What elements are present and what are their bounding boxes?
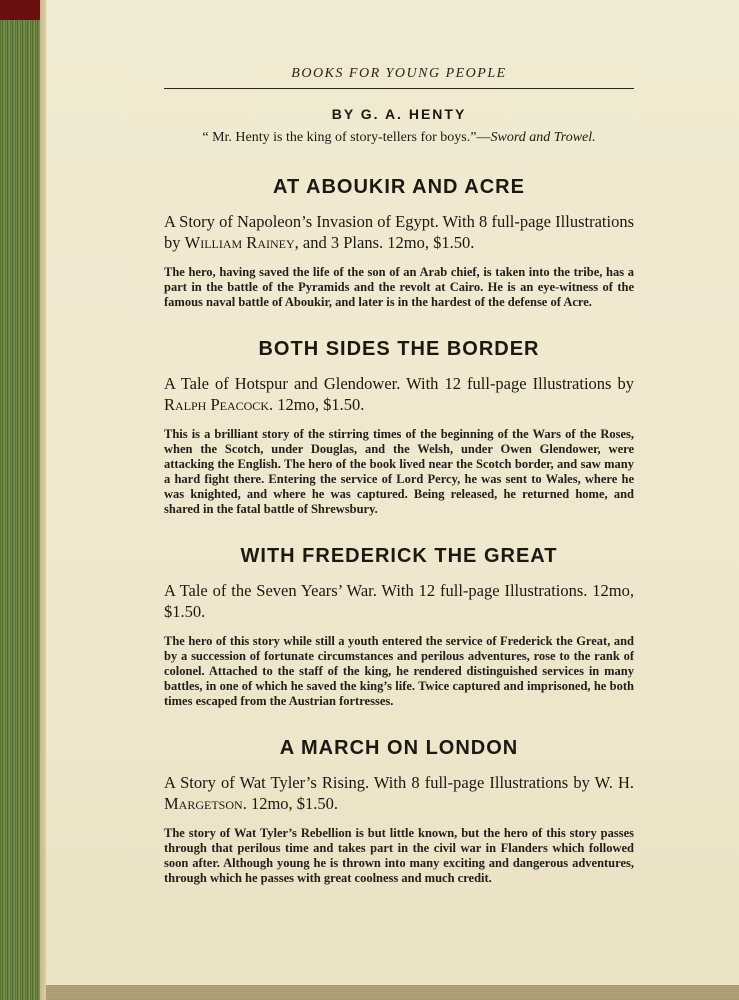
- book-description: The story of Wat Tyler’s Rebellion is but little known, but the hero of this story passes through that perilous time and takes part in the civil war in Flanders which followed soon after. Although young he is thrown into many exciting and dangerous adventures, through which he passes with great coolness and much credit.: [164, 826, 634, 885]
- illustrator-name: Margetson: [164, 794, 243, 813]
- running-head: BOOKS FOR YOUNG PEOPLE: [291, 66, 507, 81]
- subtitle-price: , and 3 Plans. 12mo, $1.50.: [294, 233, 475, 252]
- book-title: A MARCH ON LONDON: [279, 737, 519, 759]
- page-content: [164, 100, 634, 914]
- book-description: This is a brilliant story of the stirring times of the beginning of the Wars of the Roses, when the Scotch, under Douglas, and the Welsh, under Owen Glendower, were attacking the English. The hero of the book lived near the Scotch border, and saw many a hard fight there. Entering the service of Lord Percy, he was sent to Wales, where he was knighted, and where he was captured. Being released, he returned home, and shared in the fatal battle of Shrewsbury.: [164, 427, 634, 516]
- quote-text: “ Mr. Henty is the king of story-tellers for boys.”—: [202, 130, 491, 145]
- book-subtitle: [164, 580, 634, 622]
- illustrator-name: Ralph Peacock: [164, 395, 269, 414]
- book-title: AT ABOUKIR AND ACRE: [273, 176, 525, 198]
- subtitle-text: A Tale of the Seven Years’ War. With 12 full-page Illustrations. 12mo, $1.50.: [164, 581, 634, 621]
- subtitle-text: A Story of Napoleon’s Invasion of Egypt. With 8 full-page Illustrations by: [164, 212, 634, 252]
- header-rule: [164, 88, 634, 89]
- binding-corner: [0, 0, 40, 20]
- book-entry: [164, 737, 634, 886]
- author-line: BY G. A. HENTY: [331, 106, 467, 122]
- subtitle-price: . 12mo, $1.50.: [242, 794, 339, 813]
- book-entry: [164, 176, 634, 310]
- page-edges: [46, 985, 739, 1000]
- illustrator-name: William Rainey: [184, 233, 295, 252]
- book-description: The hero of this story while still a youth entered the service of Frederick the Great, and by a succession of fortunate circumstances and perilous adventures, rose to the rank of colonel. Attached to the staff of the king, he rendered distinguished services in many battles, in one of which he saved the king’s life. Twice captured and imprisoned, he both times escaped from the Austrian fortresses.: [164, 634, 634, 708]
- subtitle-text: A Story of Wat Tyler’s Rising. With 8 full-page Illustrations by W. H.: [164, 773, 634, 792]
- book-description: The hero, having saved the life of the son of an Arab chief, is taken into the tribe, has a part in the battle of the Pyramids and the revolt at Cairo. He is an eye-witness of the famous naval battle of Aboukir, and later is in the hardest of the defense of Acre.: [164, 265, 634, 309]
- author-quote: [164, 130, 634, 146]
- subtitle-text: A Tale of Hotspur and Glendower. With 12 full-page Illustrations by: [164, 374, 634, 393]
- book-binding: [0, 0, 44, 1000]
- quote-source: Sword and Trowel.: [490, 130, 596, 145]
- book-subtitle: [164, 772, 634, 814]
- book-title: BOTH SIDES THE BORDER: [258, 338, 540, 360]
- book-subtitle: [164, 211, 634, 253]
- subtitle-price: . 12mo, $1.50.: [268, 395, 365, 414]
- book-entry: [164, 545, 634, 709]
- book-subtitle: [164, 373, 634, 415]
- book-entry: [164, 338, 634, 517]
- book-title: WITH FREDERICK THE GREAT: [240, 545, 558, 567]
